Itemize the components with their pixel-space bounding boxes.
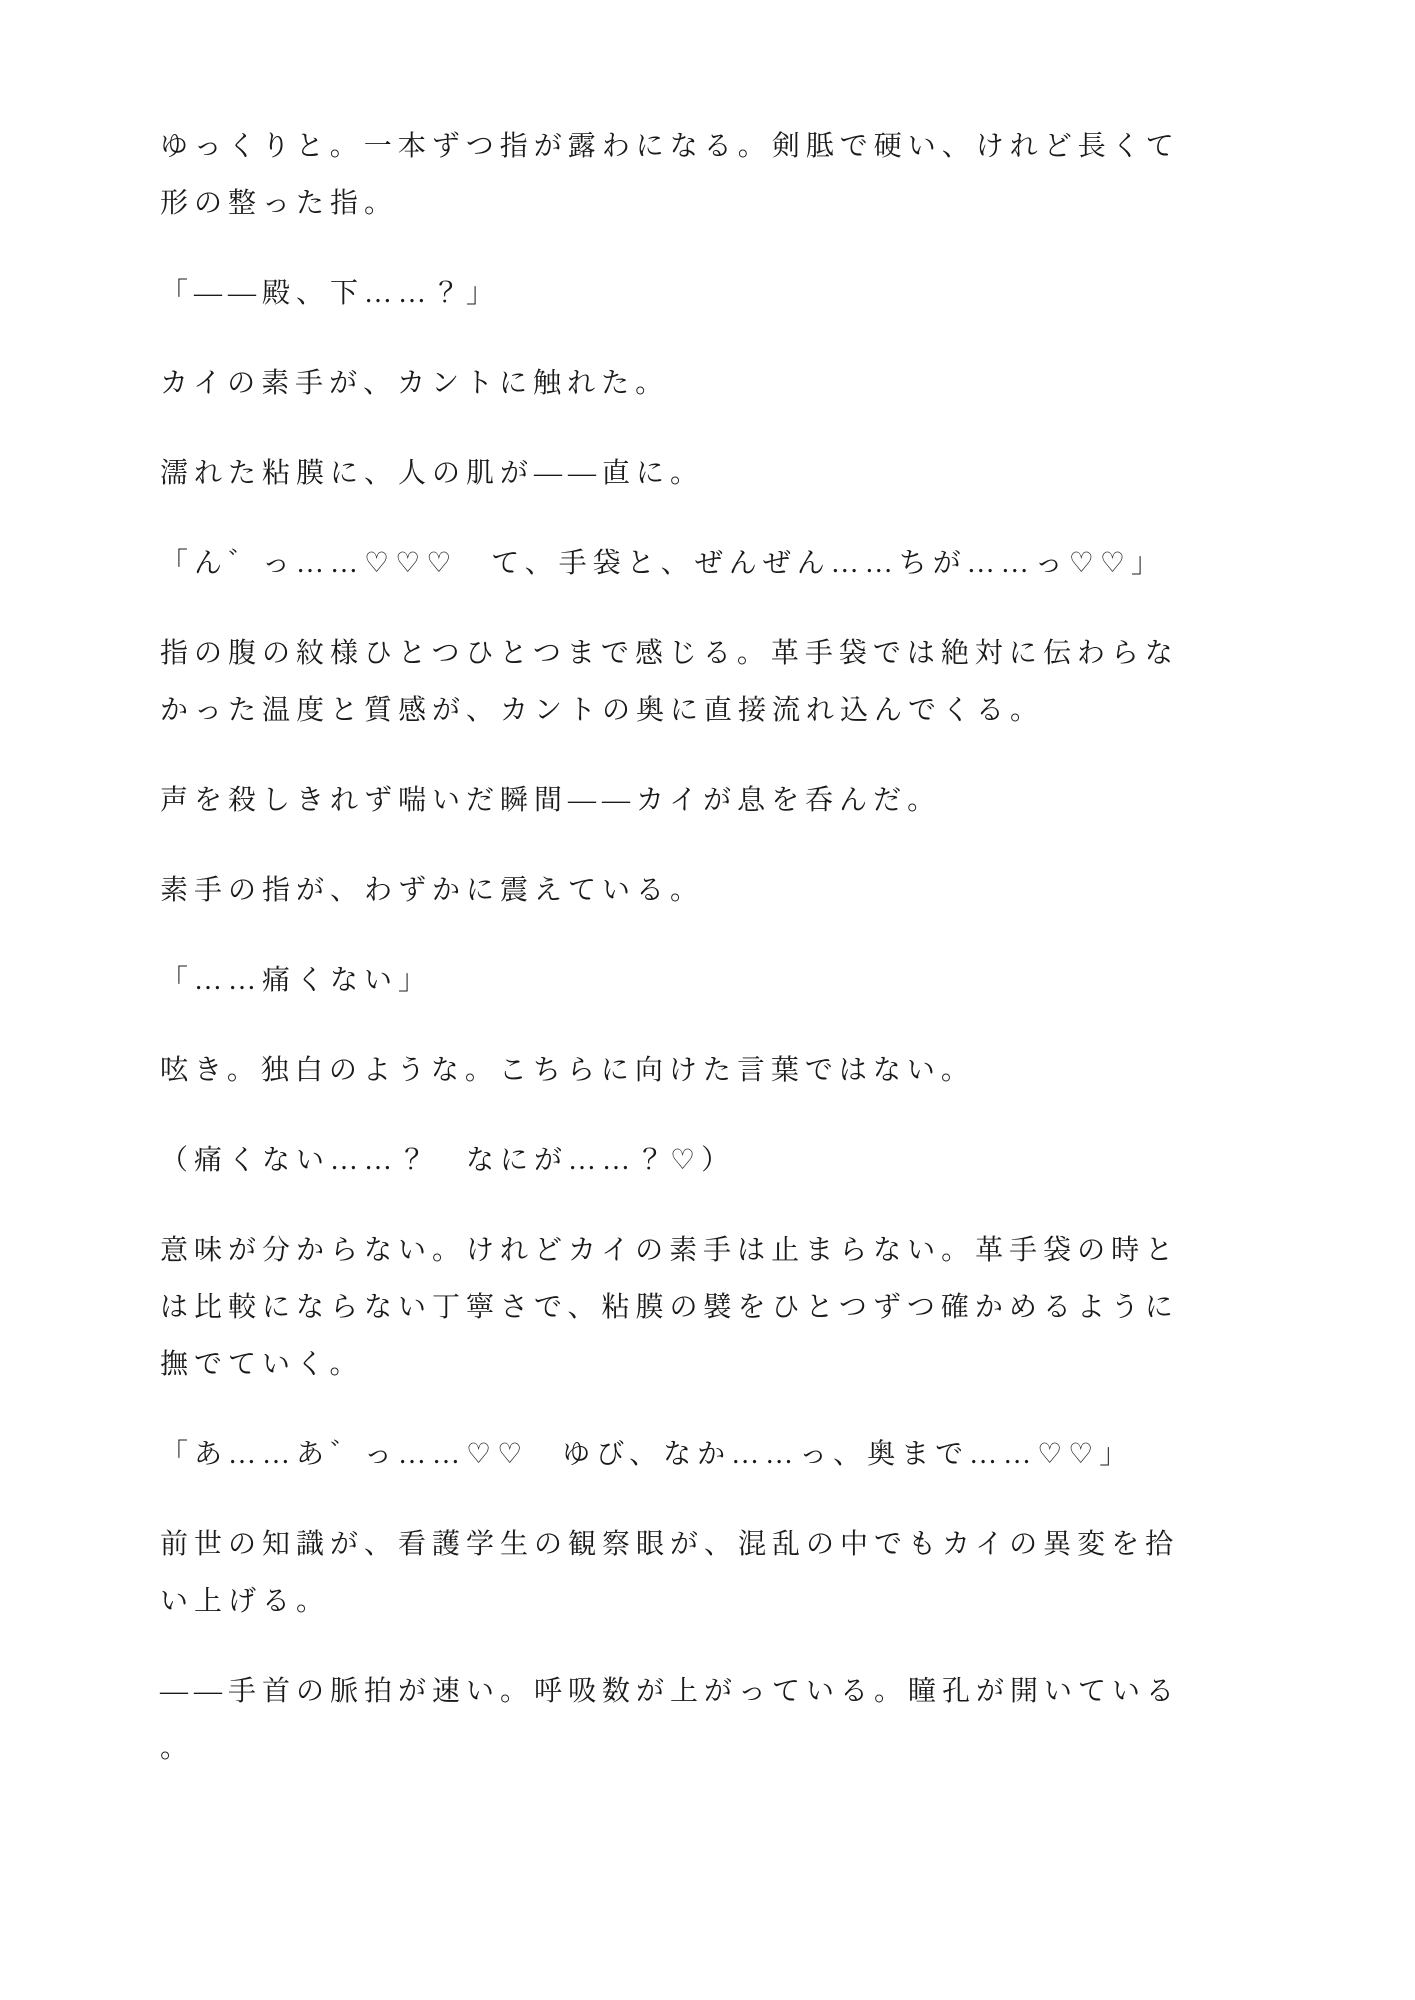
paragraph: [160, 535, 1295, 592]
text-line: は比較にならない丁寧さで、粘膜の襞をひとつずつ確かめるように: [160, 1292, 1179, 1323]
paragraph: [160, 1516, 1295, 1630]
text-line: 。: [160, 1733, 195, 1764]
text-line: 意味が分からない。けれどカイの素手は止まらない。革手袋の時と: [160, 1235, 1180, 1266]
text-line: 撫でていく。: [160, 1349, 364, 1380]
text-line: 指の腹の紋様ひとつひとつまで感じる。革手袋では絶対に伝わらな: [160, 638, 1179, 669]
paragraph: [160, 118, 1295, 232]
text-line: 「ん゛っ……♡♡♡ て、手袋と、ぜんぜん……ちが……っ♡♡」: [160, 548, 1165, 579]
paragraph: [160, 625, 1295, 739]
text-line: 形の整った指。: [160, 188, 399, 219]
paragraph: [160, 952, 1295, 1009]
text-line: 「……痛くない」: [160, 965, 433, 996]
text-line: ゆっくりと。一本ずつ指が露わになる。剣胝で硬い、けれど長くて: [160, 131, 1180, 162]
paragraph: [160, 445, 1295, 502]
paragraph: [160, 1222, 1295, 1393]
paragraph: [160, 1132, 1295, 1189]
text-line: かった温度と質感が、カントの奥に直接流れ込んでくる。: [160, 695, 1045, 726]
text-line: 声を殺しきれず喘いだ瞬間――カイが息を呑んだ。: [160, 785, 942, 816]
paragraph: [160, 265, 1295, 322]
text-line: 「あ……あ゛っ……♡♡ ゆび、なか……っ、奥まで……♡♡」: [160, 1439, 1134, 1470]
text-line: （痛くない……？ なにが……？♡）: [160, 1145, 736, 1176]
paragraph: [160, 1042, 1295, 1099]
paragraph: [160, 1663, 1295, 1777]
document-body: [160, 118, 1295, 1777]
text-line: 素手の指が、わずかに震えている。: [160, 875, 705, 906]
text-line: 前世の知識が、看護学生の観察眼が、混乱の中でもカイの異変を拾: [160, 1529, 1180, 1560]
paragraph: [160, 1426, 1295, 1483]
text-line: ――手首の脈拍が速い。呼吸数が上がっている。瞳孔が開いている: [160, 1676, 1181, 1707]
text-line: い上げる。: [160, 1586, 331, 1617]
paragraph: [160, 862, 1295, 919]
text-line: 呟き。独白のような。こちらに向けた言葉ではない。: [160, 1055, 975, 1086]
text-line: 「――殿、下……？」: [160, 278, 501, 309]
text-line: カイの素手が、カントに触れた。: [160, 368, 670, 399]
paragraph: [160, 772, 1295, 829]
text-line: 濡れた粘膜に、人の肌が――直に。: [160, 458, 705, 489]
paragraph: [160, 355, 1295, 412]
